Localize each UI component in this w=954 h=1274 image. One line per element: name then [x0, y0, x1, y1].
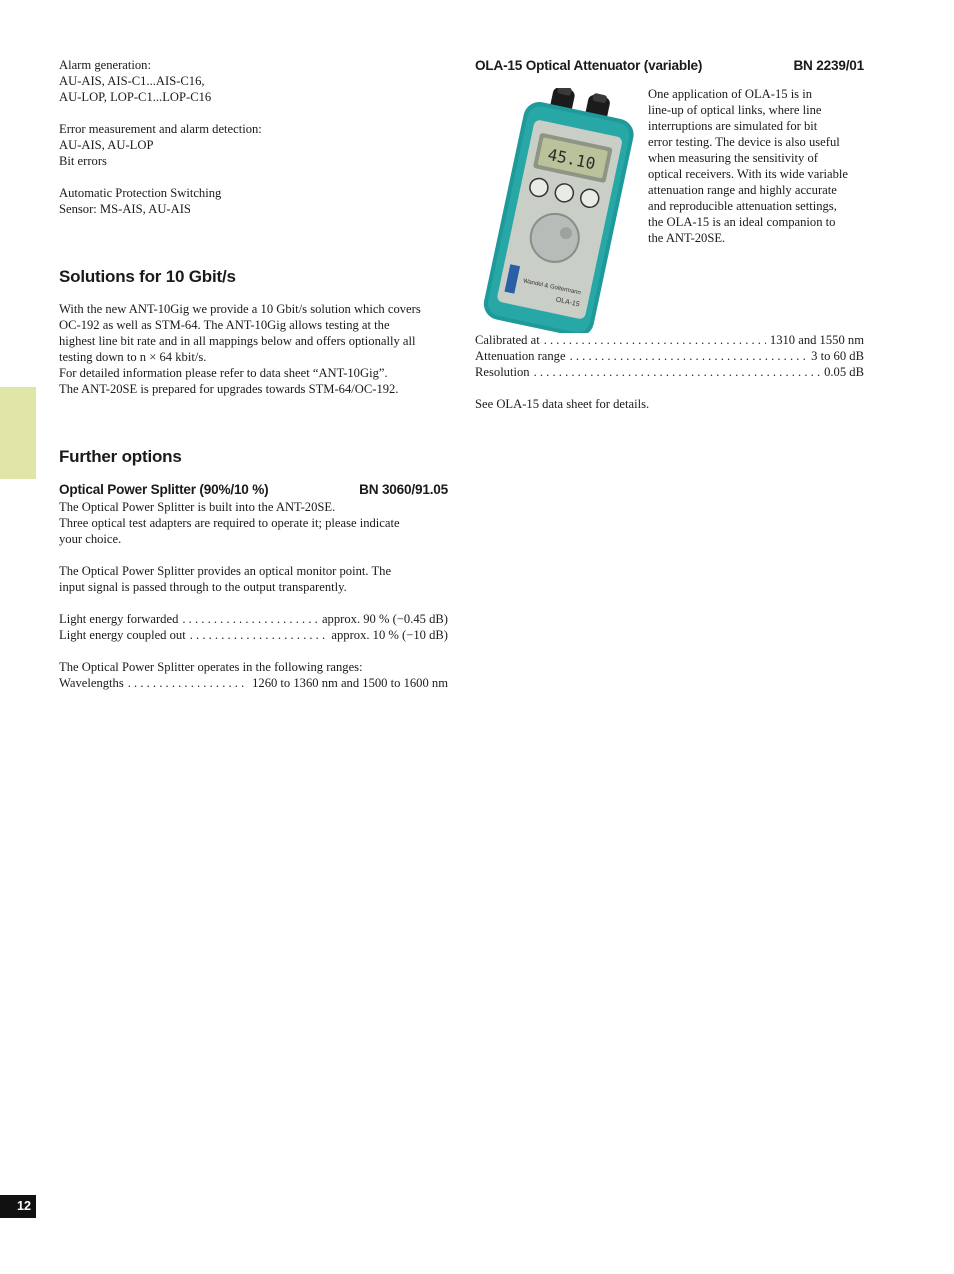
text-line: your choice. [59, 532, 122, 546]
splitter-paragraph-1 [59, 499, 448, 547]
further-options-heading: Further options [59, 447, 182, 466]
ola-device-illustration [478, 88, 638, 333]
text-line: Bit errors [59, 154, 107, 168]
text-line: and reproducible attenuation settings, [648, 199, 837, 213]
see-also-text: See OLA-15 data sheet for details. [475, 397, 650, 411]
text-line: Alarm generation: [59, 58, 151, 72]
spec-label: Resolution [475, 365, 530, 379]
text-line: Three optical test adapters are required to operate it; please indicate [59, 516, 400, 530]
spec-row [475, 348, 864, 364]
ola-description [648, 86, 864, 246]
splitter-code: BN 3060/91.05 [359, 482, 448, 497]
text-line: Error measurement and alarm detection: [59, 122, 262, 136]
page-number: 12 [0, 1195, 36, 1218]
splitter-specs [59, 611, 448, 643]
spec-label: Light energy coupled out [59, 628, 186, 642]
ola-specs [475, 332, 864, 412]
spec-label: Light energy forwarded [59, 612, 179, 626]
alarm-generation-block [59, 57, 448, 105]
left-column [59, 57, 448, 691]
text-line: With the new ANT-10Gig we provide a 10 Gbit/s solution which covers [59, 302, 421, 316]
splitter-title-row [59, 481, 448, 499]
section-color-tab [0, 387, 36, 479]
text-line: when measuring the sensitivity of [648, 151, 818, 165]
text-line: error testing. The device is also useful [648, 135, 840, 149]
text-line: highest line bit rate and in all mappings below and offers optionally all [59, 334, 416, 348]
spec-row [475, 364, 864, 380]
spec-value: 1310 and 1550 nm [769, 333, 864, 347]
spec-row [475, 332, 864, 348]
spec-row [59, 627, 448, 643]
device-display-value: 45.10 [546, 144, 598, 174]
text-line: Automatic Protection Switching [59, 186, 222, 200]
text-line: One application of OLA-15 is in [648, 87, 813, 101]
text-line: attenuation range and highly accurate [648, 183, 837, 197]
spec-label: Attenuation range [475, 349, 566, 363]
spec-value: 1260 to 1360 nm and 1500 to 1600 nm [252, 676, 448, 690]
text-line: AU-AIS, AIS-C1...AIS-C16, [59, 74, 205, 88]
text-line: line-up of optical links, where line [648, 103, 822, 117]
spec-value: approx. 90 % (−0.45 dB) [321, 612, 448, 626]
spec-value: approx. 10 % (−10 dB) [331, 628, 448, 642]
aps-block [59, 185, 448, 217]
text-line: the OLA-15 is an ideal companion to [648, 215, 836, 229]
text-line: interruptions are simulated for bit [648, 119, 818, 133]
spec-row [59, 675, 448, 691]
solutions-paragraph [59, 301, 448, 397]
splitter-paragraph-2 [59, 563, 448, 595]
device-brand: Wandel & Goltermann [522, 278, 582, 297]
ola-title: OLA-15 Optical Attenuator (variable) [475, 58, 703, 73]
spec-row [59, 611, 448, 627]
spec-value: 3 to 60 dB [811, 349, 864, 363]
text-line: The Optical Power Splitter is built into the ANT-20SE. [59, 500, 336, 514]
text-line: The ANT-20SE is prepared for upgrades towards STM-64/OC-192. [59, 382, 399, 396]
text-line: OC-192 as well as STM-64. The ANT-10Gig allows testing at the [59, 318, 390, 332]
text-line: input signal is passed through to the output transparently. [59, 580, 347, 594]
solutions-heading: Solutions for 10 Gbit/s [59, 267, 236, 286]
spec-label: Calibrated at [475, 333, 540, 347]
ola-title-row [475, 57, 864, 75]
splitter-title: Optical Power Splitter (90%/10 %) [59, 482, 269, 497]
device-model: OLA-15 [555, 296, 581, 309]
ranges-intro: The Optical Power Splitter operates in the following ranges: [59, 660, 363, 674]
text-line: AU-LOP, LOP-C1...LOP-C16 [59, 90, 212, 104]
text-line: the ANT-20SE. [648, 231, 726, 245]
right-column [475, 57, 864, 75]
text-line: optical receivers. With its wide variable [648, 167, 848, 181]
ola-device-photo [478, 88, 638, 333]
text-line: testing down to n × 64 kbit/s. [59, 350, 207, 364]
ola-code: BN 2239/01 [793, 58, 864, 73]
spec-value: 0.05 dB [824, 365, 864, 379]
text-line: AU-AIS, AU-LOP [59, 138, 154, 152]
spec-label: Wavelengths [59, 676, 124, 690]
text-line: Sensor: MS-AIS, AU-AIS [59, 202, 191, 216]
error-measurement-block [59, 121, 448, 169]
text-line: The Optical Power Splitter provides an optical monitor point. The [59, 564, 392, 578]
text-line: For detailed information please refer to data sheet “ANT-10Gig”. [59, 366, 388, 380]
